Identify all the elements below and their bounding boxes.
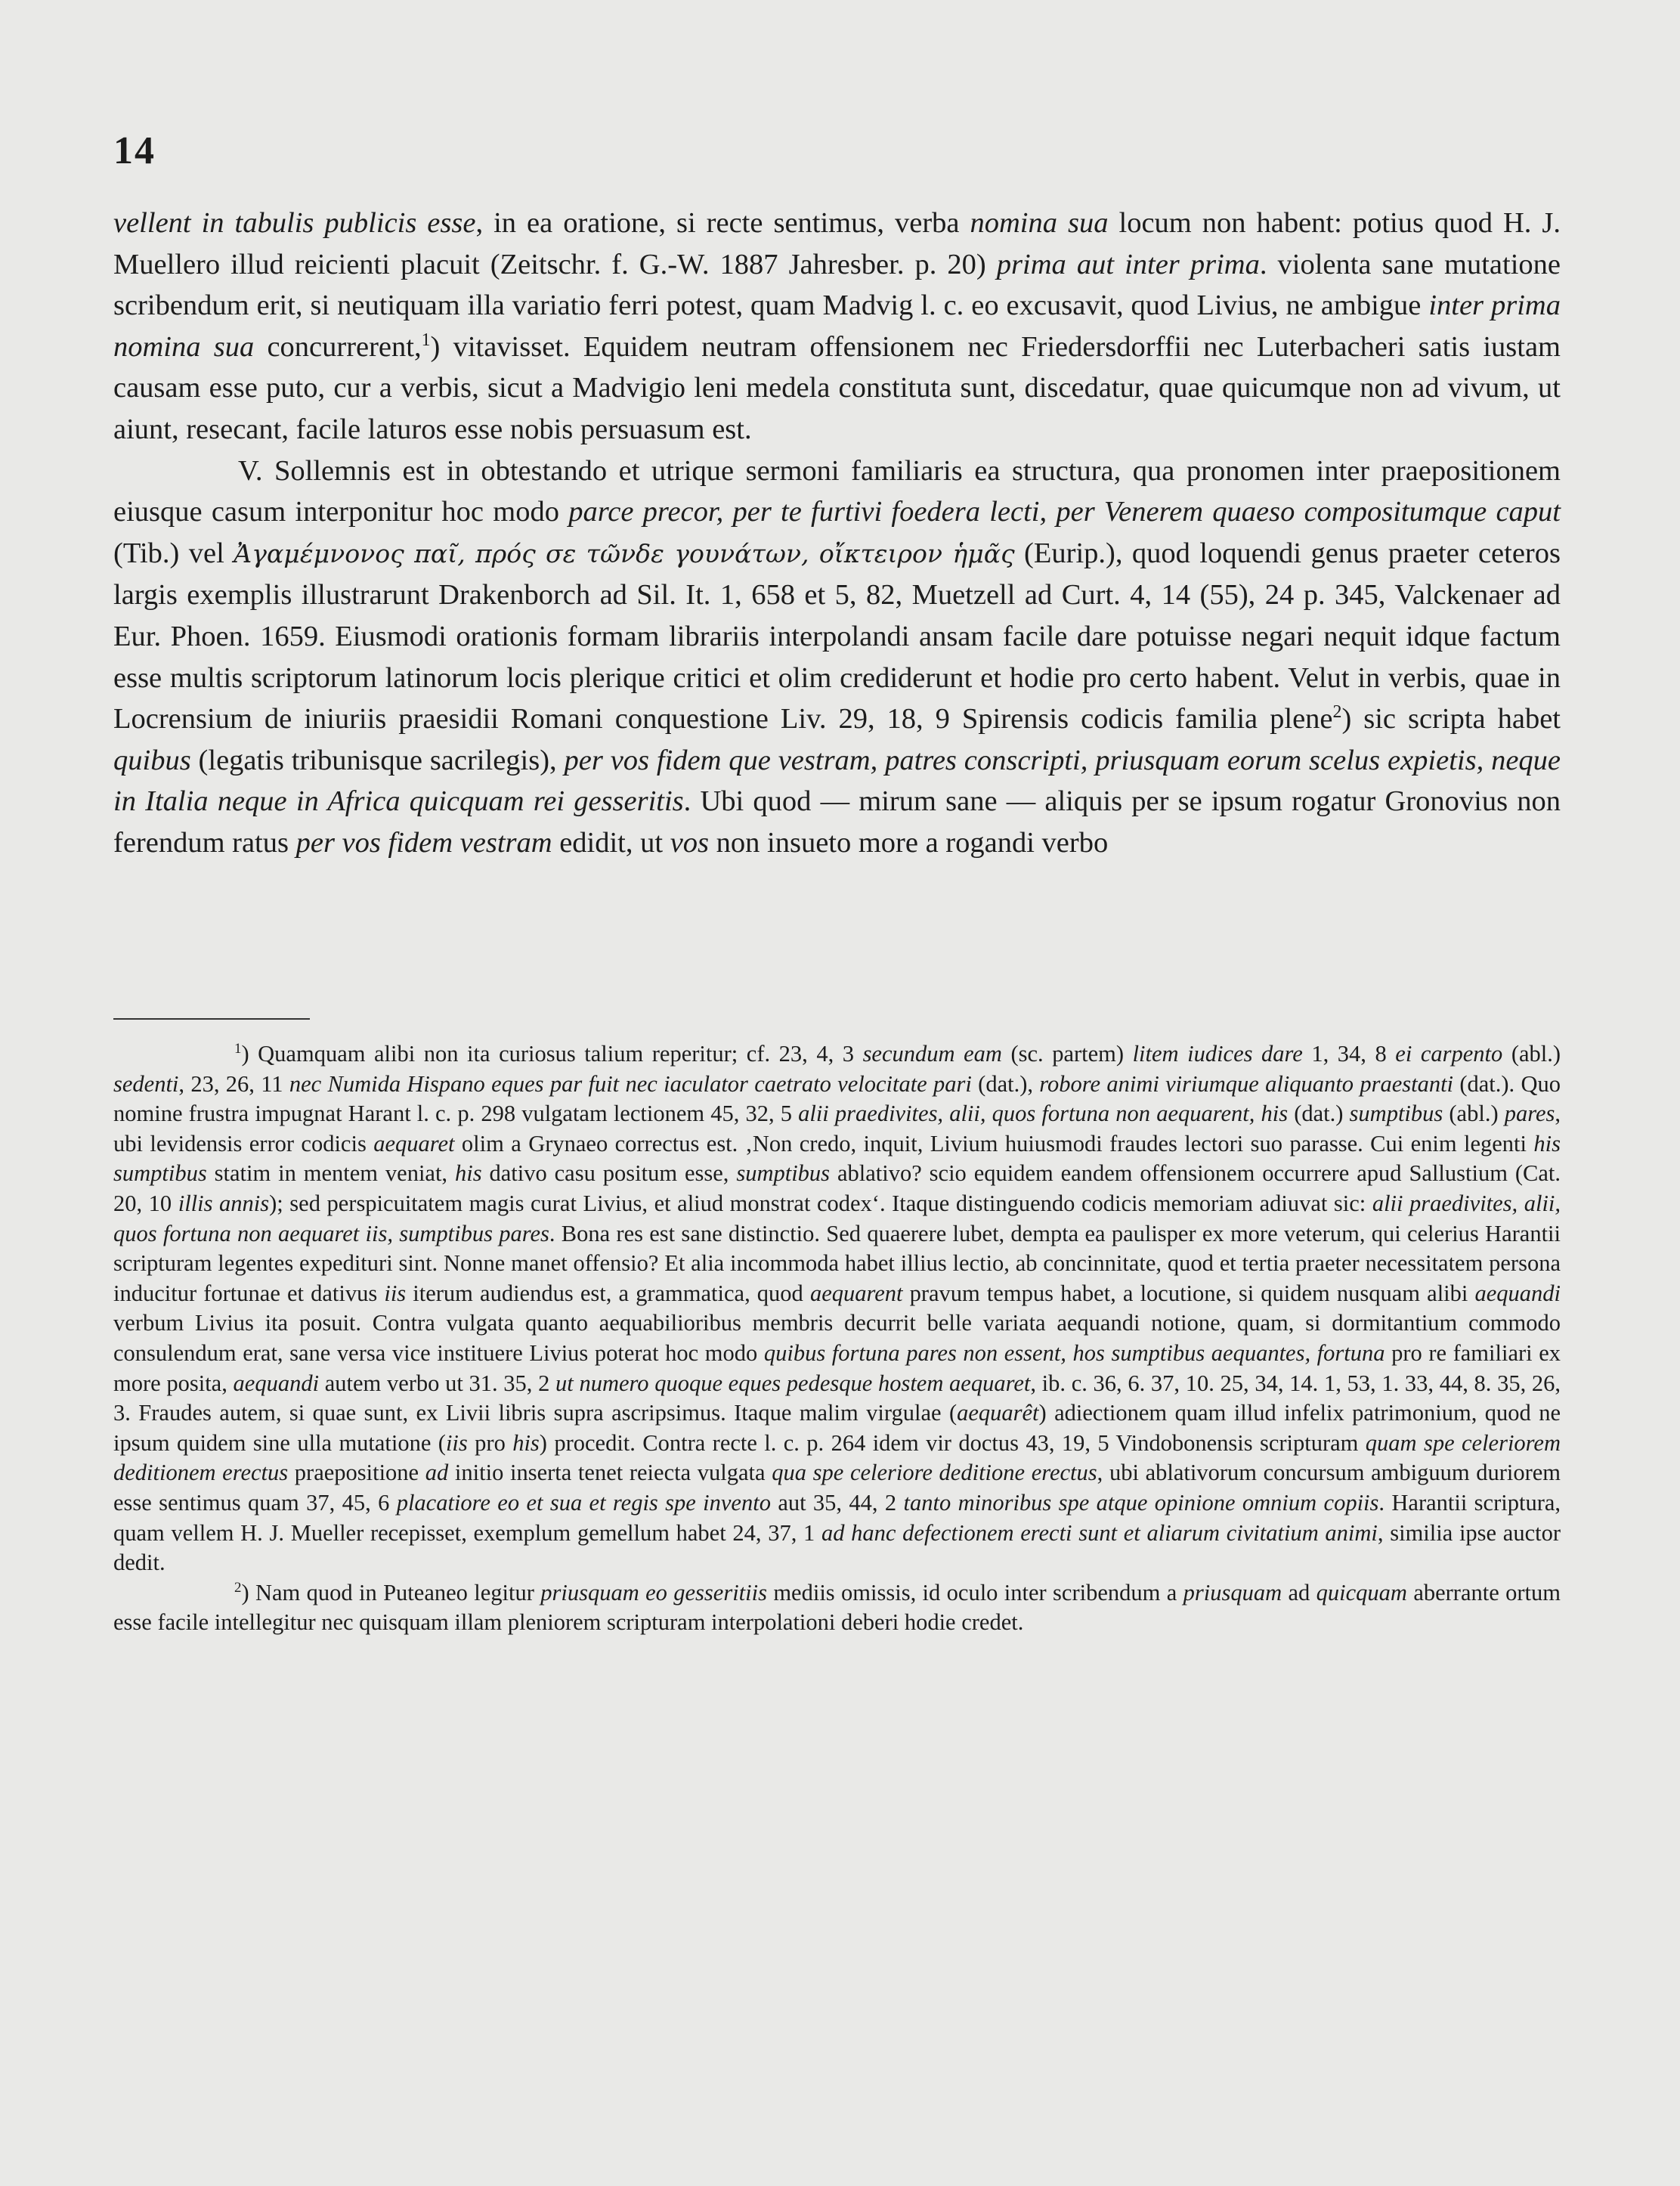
text-run: autem verbo ut 31. 35, 2 (319, 1370, 556, 1396)
italic-text: robore animi viriumque aliquanto praestanti (1039, 1070, 1454, 1097)
footnote-marker: 1 (234, 1040, 242, 1057)
text-run: (legatis tribunisque sacrilegis), (190, 744, 565, 776)
italic-text: ad hanc defectionem erecti sunt et aliarum civitatium animi (821, 1519, 1378, 1546)
italic-text: tanto minoribus spe atque opinione omnium copiis (903, 1489, 1379, 1516)
italic-text: sedenti (113, 1070, 179, 1097)
text-run: . violenta sane mutatione scribendum erit, si neutiquam illa variatio ferri potest, quam Madvig l. c. eo excusavit, quod Livius, ne ambigue (113, 248, 1561, 322)
text-run: verbum Livius ita posuit. Contra vulgata quanto aequabilioribus membris decurrit belle variata aequandi notione, quam, si dormitantium commodo consulendum erat, sane versa vice instituere Livius poterat hoc modo (113, 1310, 1561, 1366)
text-run: V. Sollemnis est in obtestando et utrique sermoni familiaris ea structura, qua pronomen inter praepositionem eiusque casum interponitur hoc modo (113, 454, 1561, 528)
italic-text: sumptibus (736, 1160, 831, 1187)
italic-text: aequaret (373, 1130, 455, 1156)
text-run: ad (1282, 1579, 1316, 1605)
text-run: pravum tempus habet, a locutione, si quidem nusquam alibi (902, 1280, 1475, 1306)
italic-text: litem iudices dare (1132, 1041, 1303, 1067)
text-run: iterum audiendus est, a grammatica, quod (406, 1280, 810, 1306)
paragraph-1 (113, 203, 1561, 451)
text-run: non insueto more a rogandi verbo (709, 826, 1109, 859)
text-run: . Ubi quod — mirum sane — aliquis per se ipsum rogatur Gronovius non ferendum ratus (113, 785, 1561, 859)
text-run: statim in mentem veniat, (206, 1160, 455, 1187)
italic-text: alii praedivites, alii, quos fortuna non aequaret iis, sumptibus pares (113, 1190, 1561, 1246)
italic-text: his (512, 1429, 540, 1456)
italic-text: iis (384, 1280, 407, 1306)
text-run: . Harantii scriptura, quam vellem H. J. Mueller recepisset, exemplum gemellum habet 24, 37, 1 (113, 1489, 1561, 1546)
main-text (113, 203, 1561, 864)
text-run: aberrante ortum esse facile intellegitur nec quisquam illam pleniorem scripturam interpolationi deberi hodie credet. (113, 1579, 1561, 1636)
greek-text: Ἀγαμέμνονος παῖ, πρός σε τῶνδε γουνάτων, οἴκτειρον ἡμᾶς (234, 538, 1015, 568)
text-run: (abl.) (1502, 1041, 1561, 1067)
text-run: , similia ipse auctor dedit. (113, 1519, 1561, 1576)
italic-text: his (454, 1160, 482, 1187)
italic-text: iis (445, 1429, 468, 1456)
text-run: aut 35, 44, 2 (770, 1489, 904, 1516)
text-run: initio inserta tenet reiecta vulgata (448, 1460, 772, 1486)
footnote-marker: 2 (1332, 702, 1342, 723)
italic-text: parce precor, per te furtivi foedera lecti, per Venerem quaeso compositumque caput (568, 496, 1561, 528)
footnotes (113, 1039, 1561, 1638)
text-run: , ubi levidensis error codicis (113, 1101, 1561, 1156)
italic-text: qua spe celeriore deditione erectus (772, 1460, 1097, 1486)
text-run: , in ea oratione, si recte sentimus, verba (475, 207, 970, 239)
italic-text: ut numero quoque eques pedesque hostem aequaret (555, 1370, 1031, 1396)
italic-text: pares (1504, 1101, 1555, 1127)
italic-text: priusquam eo gesseritiis (540, 1579, 767, 1605)
italic-text: aequarent (809, 1280, 903, 1306)
italic-text: ad (425, 1460, 449, 1486)
text-run: 1, 34, 8 (1302, 1041, 1396, 1067)
text-run: (Eurip.), quod loquendi genus praeter ceteros largis exemplis illustrarunt Drakenborch ad Sil. It. 1, 658 et 5, 82, Muetzell ad Curt. 4, 14 (55), 24 p. 345, Valckenaer ad Eur. Phoen. 1659. Eiusmodi orationis formam librariis interpolandi ansam facile dare potuisse negari nequit idque factum esse multis scriptorum latinorum locis plerique critici et olim crediderunt et hodie pro certo habent. Velut in verbis, quae in Locrensium de iniuriis praesidii Romani conquestione Liv. 29, 18, 9 Spirensis codicis familia plene (113, 537, 1561, 735)
text-run: ) adiectionem quam illud infelix patrimonium, quod ne ipsum quidem sine ulla mutatione ( (113, 1400, 1561, 1456)
italic-text: aequandi (1474, 1280, 1561, 1306)
italic-text: aequarêt (957, 1400, 1039, 1426)
italic-text: illis annis (178, 1190, 270, 1216)
text-run: pro (467, 1429, 513, 1456)
italic-text: nomina sua (970, 207, 1109, 239)
italic-text: inter prima nomina sua (113, 290, 1561, 363)
text-run: ) Quamquam alibi non ita curiosus talium reperitur; cf. 23, 4, 3 (241, 1041, 863, 1067)
text-run: ) Nam quod in Puteaneo legitur (241, 1579, 541, 1605)
italic-text: vos (670, 826, 710, 859)
italic-text: prima aut inter prima (996, 248, 1260, 280)
text-run: mediis omissis, id oculo inter scribendum a (766, 1579, 1183, 1605)
text-run: praepositione (288, 1460, 425, 1486)
text-run: edidit, ut (552, 826, 670, 859)
text-run: (sc. partem) (1001, 1041, 1133, 1067)
italic-text: quam spe celeriorem deditionem erectus (113, 1429, 1561, 1486)
italic-text: priusquam (1183, 1579, 1282, 1605)
text-run: dativo casu positum esse, (481, 1160, 737, 1187)
footnote-separator (113, 1018, 310, 1020)
italic-text: aequandi (233, 1370, 320, 1396)
italic-text: secundum eam (862, 1041, 1002, 1067)
italic-text: quibus fortuna pares non essent, hos sumptibus aequantes, fortuna (763, 1339, 1385, 1366)
text-run: locum non habent: potius quod H. J. Muellero illud reicienti placuit (Zeitschr. f. G.-W. 1887 Jahresber. p. 20) (113, 207, 1561, 280)
text-run: olim a Grynaeo correctus est. ‚Non credo, inquit, Livium huiusmodi fraudes lectori suo parasse. Cui enim legenti (454, 1130, 1534, 1156)
text-run: ) sic scripta habet (1341, 703, 1561, 735)
text-run: (dat.) (1288, 1101, 1350, 1127)
footnote-marker: 2 (234, 1579, 242, 1596)
text-run: , 23, 26, 11 (178, 1070, 289, 1097)
page-number: 14 (113, 129, 156, 172)
italic-text: nec Numida Hispano eques par fuit nec iaculator caetrato velocitate pari (289, 1070, 972, 1097)
paragraph-2 (113, 451, 1561, 864)
text-run: . Bona res est sane distinctio. Sed quaerere lubet, dempta ea paulisper ex more veterum, qui celerius Harantii scripturam legentes expedituri sint. Nonne manet offensio? Et alia incommoda habet illius lectio, ab concinnitate, quod et tertia praeter necessitatem persona inducitur fortunae et dativus (113, 1220, 1561, 1306)
italic-text: quicquam (1316, 1579, 1407, 1605)
italic-text: ei carpento (1395, 1041, 1503, 1067)
text-run: (dat.). Quo nomine frustra impugnat Harant l. c. p. 298 vulgatam lectionem 45, 32, 5 (113, 1070, 1561, 1127)
text-run: (abl.) (1443, 1101, 1505, 1127)
italic-text: alii praedivites, alii, quos fortuna non aequarent, his (798, 1101, 1289, 1127)
text-run: pro re familiari ex more posita, (113, 1339, 1561, 1396)
footnote-1 (113, 1039, 1561, 1578)
footnote-2 (113, 1578, 1561, 1638)
text-run: ) vitavisset. Equidem neutram offensionem nec Friedersdorffii nec Luterbacheri satis iustam causam esse puto, cur a verbis, sicut a Madvigio leni medela constituta sunt, discedatur, quae quicumque non ad vivum, ut aiunt, resecant, facile laturos esse nobis persuasum est. (113, 330, 1561, 445)
text-run: , ubi ablativorum concursum ambiguum duriorem esse sentimus quam 37, 45, 6 (113, 1460, 1561, 1516)
italic-text: his sumptibus (113, 1130, 1561, 1187)
text-run: ) procedit. Contra recte l. c. p. 264 idem vir doctus 43, 19, 5 Vindobonensis scripturam (539, 1429, 1366, 1456)
italic-text: vellent in tabulis publicis esse (113, 207, 476, 239)
italic-text: quibus (113, 744, 191, 776)
text-run: , ib. c. 36, 6. 37, 10. 25, 34, 14. 1, 53, 1. 33, 44, 8. 35, 26, 3. Fraudes autem, si quae sunt, ex Livii libris supra ascripsimus. Itaque malim virgulae ( (113, 1370, 1561, 1426)
text-run: ); sed perspicuitatem magis curat Livius, et aliud monstrat codex‘. Itaque distinguendo codicis memoriam adiuvat sic: (269, 1190, 1372, 1216)
text-run: concurrerent, (254, 330, 422, 363)
italic-text: placatiore eo et sua et regis spe invento (396, 1489, 771, 1516)
italic-text: sumptibus (1349, 1101, 1443, 1127)
text-run: (Tib.) vel (113, 537, 234, 569)
text-run: (dat.), (971, 1070, 1040, 1097)
footnote-marker: 1 (421, 330, 431, 350)
italic-text: per vos fidem vestram (295, 826, 552, 859)
text-run: ablativo? scio equidem eandem offensionem occurrere apud Sallustium (Cat. 20, 10 (113, 1160, 1561, 1216)
italic-text: per vos fidem que vestram, patres conscripti, priusquam eorum scelus expietis, neque in Italia neque in Africa quicquam rei gesseritis (113, 744, 1561, 818)
